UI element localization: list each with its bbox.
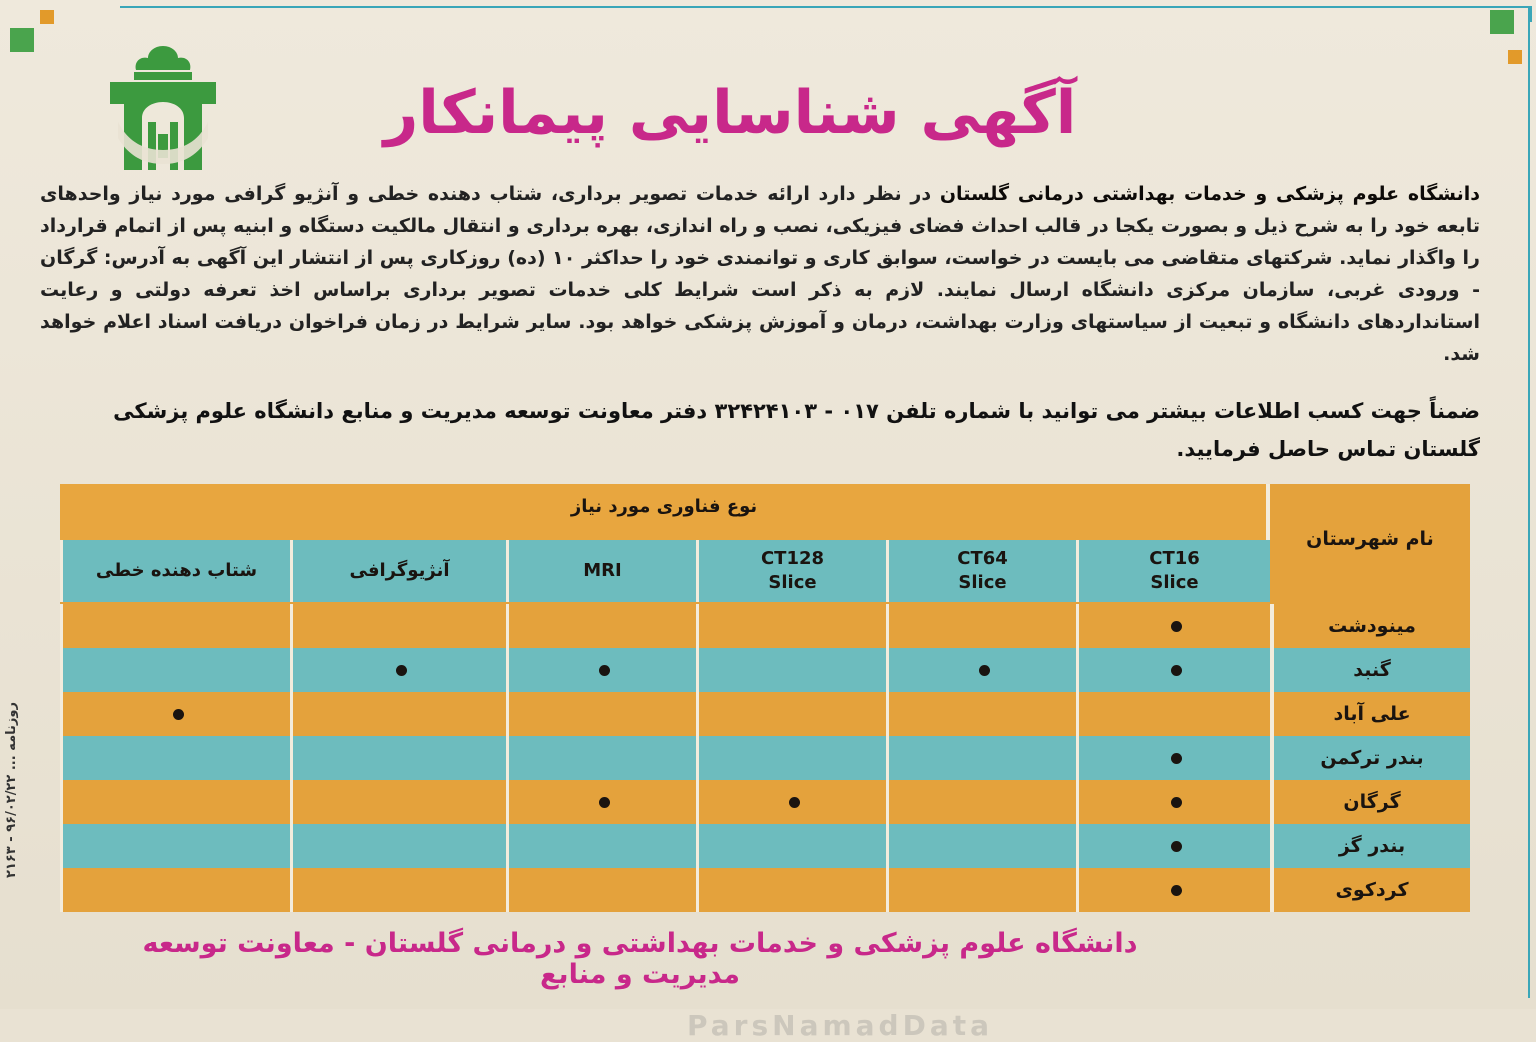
table-row [60, 648, 1470, 692]
city-name: بندر ترکمن [1270, 736, 1470, 780]
table-cell [290, 604, 506, 648]
city-name: بندر گز [1270, 824, 1470, 868]
table-cell [1076, 692, 1270, 736]
decorative-square [10, 28, 34, 52]
city-name: گنبد [1270, 648, 1470, 692]
bullet-mark-icon [599, 665, 610, 676]
table-cell [696, 604, 886, 648]
table-cell [60, 604, 290, 648]
watermark: ParsNamadData [687, 1009, 993, 1042]
table-row [60, 736, 1470, 780]
city-name: مینودشت [1270, 604, 1470, 648]
bullet-mark-icon [173, 709, 184, 720]
footer-credit: دانشگاه علوم پزشکی و خدمات بهداشتی و درمانی گلستان - معاونت توسعه مدیریت و منابع [142, 928, 1138, 990]
bullet-mark-icon [599, 797, 610, 808]
city-header-label: نام شهرستان [1306, 528, 1434, 550]
table-cell [886, 868, 1076, 912]
table-cell [60, 648, 290, 692]
table-cell [696, 780, 886, 824]
table-cell [1076, 780, 1270, 824]
table-cell [696, 868, 886, 912]
table-cell [60, 736, 290, 780]
table-cell [60, 824, 290, 868]
bullet-mark-icon [789, 797, 800, 808]
table-cell [886, 604, 1076, 648]
bullet-mark-icon [1171, 841, 1182, 852]
table-cell [60, 868, 290, 912]
table-cell [1076, 736, 1270, 780]
table-cell [60, 692, 290, 736]
table-cell [886, 780, 1076, 824]
decorative-square [40, 10, 54, 24]
table-cell [1076, 604, 1270, 648]
table-cell [290, 868, 506, 912]
university-logo-icon [104, 42, 222, 180]
decorative-border-top [120, 6, 1532, 22]
column-header: CT64 Slice [886, 540, 1076, 602]
table-row [60, 780, 1470, 824]
table-cell [696, 736, 886, 780]
table-row [60, 692, 1470, 736]
paragraph-1: در نظر دارد ارائه خدمات تصویر برداری، شتاب دهنده خطی و آنژیو گرافی مورد نیاز واحدهای تابعه خود را به شرح ذیل و بصورت یکجا در قالب احداث فضای فیزیکی، نصب و راه اندازی، بهره برداری و انتقال مالکیت دستگاه و ابنیه پس از اتمام قرارداد را واگذار نماید. [40, 183, 1480, 269]
column-header: آنژیوگرافی [290, 540, 506, 602]
bullet-mark-icon [1171, 753, 1182, 764]
table-cell [506, 780, 696, 824]
table-cell [696, 824, 886, 868]
table-cell [886, 648, 1076, 692]
paragraph-2: شرکتهای متقاضی می بایست در خواست، سوابق کاری و توانمندی خود را حداکثر ۱۰ (ده) روزکاری پس از انتشار این آگهی به آدرس: گرگان - ورودی غربی، سازمان مرکزی دانشگاه ارسال نمایند. لازم به ذکر است شرایط کلی خدمات تصویر برداری براساس اخذ تعرفه دولتی و رعایت استانداردهای دانشگاه و تبعیت از سیاستهای وزارت بهداشت، درمان و آموزش پزشکی خواهد بود. سایر شرایط در زمان فراخوان دریافت اسناد اعلام خواهد شد. [40, 247, 1480, 365]
bullet-mark-icon [979, 665, 990, 676]
table-cell [506, 868, 696, 912]
contact-note: ضمناً جهت کسب اطلاعات بیشتر می توانید با شماره تلفن ۰۱۷ - ۳۲۴۲۴۱۰۳ دفتر معاونت توسعه مدیریت و منابع دانشگاه علوم پزشکی گلستان تماس حاصل فرمایید. [113, 399, 1480, 461]
column-header: شتاب دهنده خطی [60, 540, 290, 602]
table-cell [60, 780, 290, 824]
page-title: آگهی شناسایی پیمانکار [383, 78, 1077, 148]
table-cell [506, 604, 696, 648]
table-cell [506, 692, 696, 736]
city-name: گرگان [1270, 780, 1470, 824]
table-cell [506, 648, 696, 692]
table-cell [886, 736, 1076, 780]
column-header: CT128 Slice [696, 540, 886, 602]
table-cell [1076, 868, 1270, 912]
table-cell [506, 824, 696, 868]
table-cell [290, 736, 506, 780]
table-cell [290, 824, 506, 868]
lead-organization: دانشگاه علوم پزشکی و خدمات بهداشتی درمانی گلستان [939, 183, 1481, 205]
decorative-square [1508, 50, 1522, 64]
table-cell [696, 648, 886, 692]
table-cell [290, 780, 506, 824]
decorative-square [1490, 10, 1514, 34]
bullet-mark-icon [1171, 797, 1182, 808]
bullet-mark-icon [396, 665, 407, 676]
table-cell [696, 692, 886, 736]
city-name: علی آباد [1270, 692, 1470, 736]
table-group-header [60, 484, 1268, 540]
table-row [60, 868, 1470, 912]
bullet-mark-icon [1171, 621, 1182, 632]
announcement-body [40, 178, 1480, 370]
column-header: CT16 Slice [1076, 540, 1270, 602]
table-cell [1076, 824, 1270, 868]
city-name: کردکوی [1270, 868, 1470, 912]
decorative-border-right [1514, 6, 1530, 998]
table-city-header [1266, 484, 1470, 602]
table-cell [1076, 648, 1270, 692]
table-cell [506, 736, 696, 780]
table-cell [290, 648, 506, 692]
table-cell [290, 692, 506, 736]
table-cell [886, 692, 1076, 736]
table-row [60, 824, 1470, 868]
column-header: MRI [506, 540, 696, 602]
group-header-label: نوع فناوری مورد نیاز [570, 496, 758, 517]
bullet-mark-icon [1171, 885, 1182, 896]
bullet-mark-icon [1171, 665, 1182, 676]
table-row [60, 604, 1470, 648]
side-credit: روزنامه ... ۹۶/۰۲/۲۲ - ۲۱۶۳ [4, 702, 19, 878]
table-cell [886, 824, 1076, 868]
